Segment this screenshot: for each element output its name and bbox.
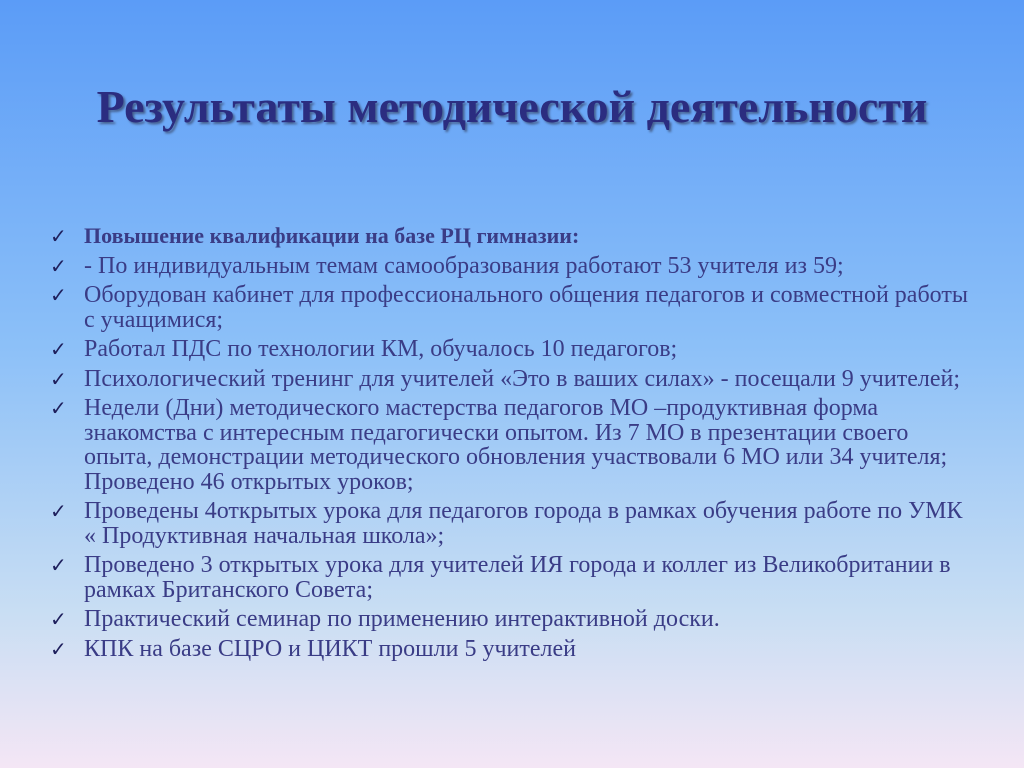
- list-item-text: Психологический тренинг для учителей «Это в ваших силах» - посещали 9 учителей;: [84, 365, 960, 392]
- list-item-text: Недели (Дни) методического мастерства педагогов МО –продуктивная форма знакомства с интересным педагогически опытом. Из 7 МО в презентации своего опыта, демонстрации методического обновления участвовали 6 МО или 34 учителя; Проведено 46 открытых уроков;: [84, 395, 948, 495]
- list-item-text: Оборудован кабинет для профессионального общения педагогов и совместной работы с учащимися;: [84, 282, 968, 333]
- list-item-text: Проведены 4открытых урока для педагогов города в рамках обучения работе по УМК « Продуктивная начальная школа»;: [84, 498, 963, 549]
- list-item: [50, 499, 980, 548]
- list-item-text: - По индивидуальным темам самообразования работают 53 учителя из 59;: [84, 252, 844, 279]
- list-item: [50, 254, 980, 279]
- checkmark-icon: ✓: [50, 636, 67, 661]
- checkmark-icon: ✓: [50, 253, 67, 278]
- checkmark-icon: ✓: [50, 607, 67, 631]
- checkmark-icon: ✓: [50, 224, 67, 248]
- slide-title: Результаты методической деятельности: [96, 81, 928, 132]
- checkmark-icon: ✓: [50, 283, 67, 307]
- list-item-text: Проведено 3 открытых урока для учителей ИЯ города и коллег из Великобритании в рамках Британского Совета;: [84, 552, 951, 603]
- list-item-text: Работал ПДС по технологии КМ, обучалось 10 педагогов;: [84, 336, 678, 362]
- bullet-list: [50, 224, 980, 666]
- checkmark-icon: ✓: [50, 499, 67, 523]
- checkmark-icon: ✓: [50, 366, 67, 391]
- list-item: [50, 224, 980, 249]
- list-item: [50, 283, 980, 332]
- list-item: [50, 367, 980, 392]
- checkmark-icon: ✓: [50, 553, 67, 577]
- list-item-text: Практический семинар по применению интерактивной доски.: [84, 606, 720, 632]
- list-item-text: Повышение квалификации на базе РЦ гимназии:: [84, 223, 580, 248]
- list-item: [50, 607, 980, 632]
- list-item: [50, 553, 980, 602]
- list-item: [50, 337, 980, 362]
- list-item: [50, 637, 980, 662]
- checkmark-icon: ✓: [50, 396, 67, 420]
- list-item-text: КПК на базе СЦРО и ЦИКТ прошли 5 учителей: [84, 635, 576, 662]
- list-item: [50, 396, 980, 494]
- checkmark-icon: ✓: [50, 337, 67, 361]
